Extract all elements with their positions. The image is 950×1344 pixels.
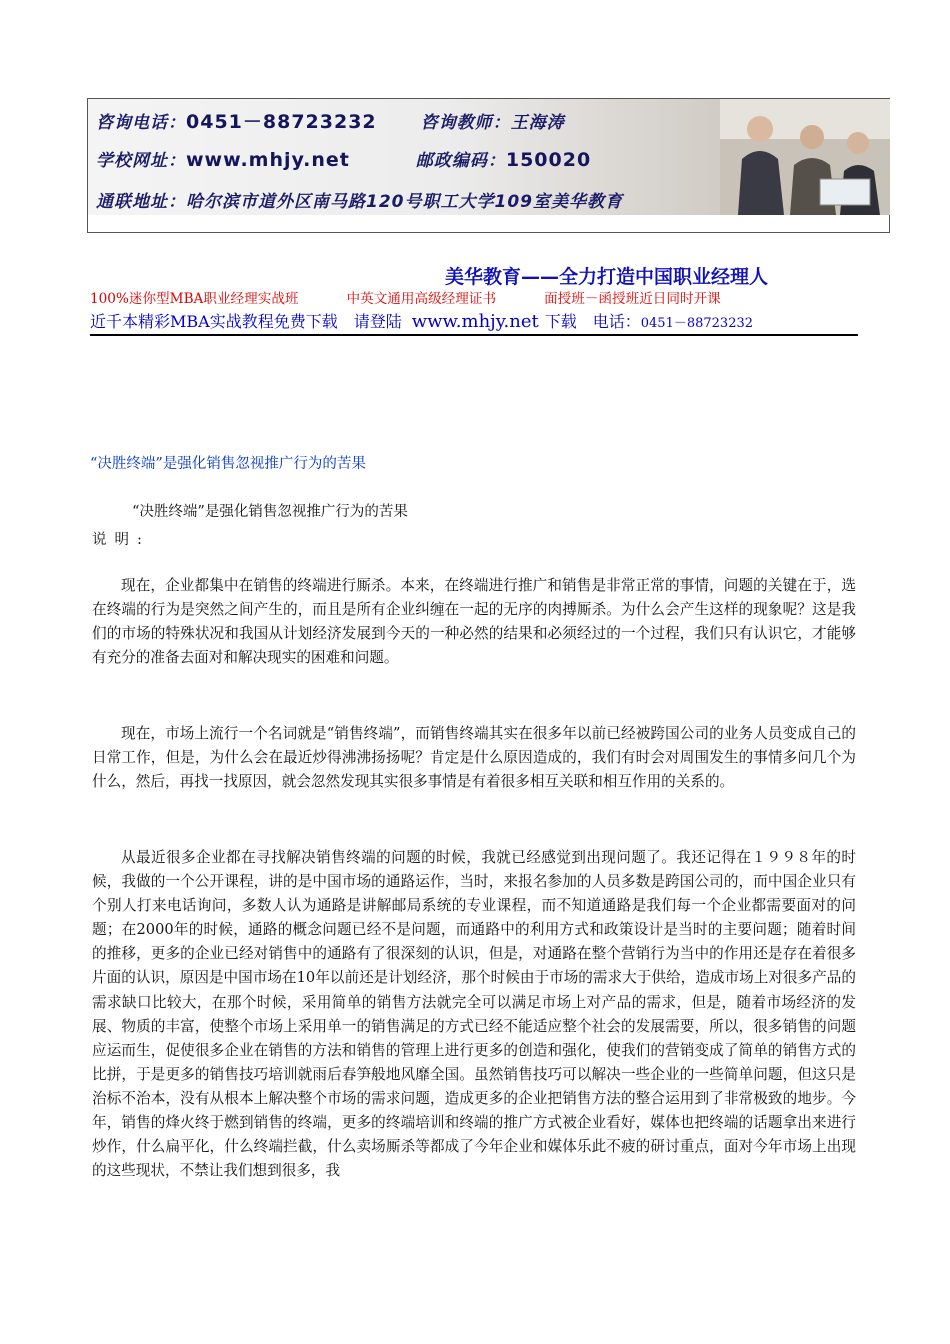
article-title: “决胜终端”是强化销售忽视推广行为的苦果 — [90, 456, 366, 472]
course-item-classes: 面授班－函授班近日同时开课 — [544, 291, 721, 307]
banner-website-row — [96, 146, 591, 171]
postcode-label: 邮政编码： — [415, 151, 506, 171]
site-link[interactable]: www.mhjy.net — [411, 311, 539, 332]
banner-address-row — [96, 187, 623, 212]
course-item-certificate: 中英文通用高级经理证书 — [346, 291, 497, 307]
download-tail-text: 下载 电话： — [544, 312, 641, 331]
teacher-label: 咨询教师： — [420, 113, 511, 133]
article-paragraph-3: 从最近很多企业都在寻找解决销售终端的问题的时候，我就已经感觉到出现问题了。我还记得在１９９８年的时候，我做的一个公开课程，讲的是中国市场的通路运作，当时，来报名参加的人员多数是跨国公司的，而中国企业只有个别人打来电话询问，多数人认为通路是讲解邮局系统的专业课程，而不知道通路是我们每一个企业都需要面对的问题；在2000年的时候，通路的概念问题已经不是问题，而通路中的利用方式和政策设计是当时的主要问题；随着时间的推移，更多的企业已经对销售中的通路有了很深刻的认识，但是，对通路在整个营销行为当中的作用还是存在着很多片面的认识，原因是中国市场在10年以前还是计划经济，那个时候由于市场的需求大于供给，造成市场上对很多产品的需求缺口比较大，在那个时候，采用简单的销售方法就完全可以满足市场上对产品的需求，但是，随着市场经济的发展、物质的丰富，使整个市场上采用单一的销售满足的方式已经不能适应整个社会的发展需要，所以，很多销售的问题应运而生，促使很多企业在销售的方法和销售的管理上进行更多的创造和强化，使我们的营销变成了简单的销售方式的比拼，于是更多的销售技巧培训就雨后春笋般地风靡全国。虽然销售技巧可以解决一些企业的一些简单问题，但这只是治标不治本，没有从根本上解决整个市场的需求问题，造成更多的企业把销售方法的整合运用到了非常极致的地步。今年，销售的烽火终于燃到销售的终端，更多的终端培训和终端的推广方式被企业看好，媒体也把终端的话题拿出来进行炒作，什么扁平化，什么终端拦截，什么卖场厮杀等都成了今年企业和媒体乐此不疲的研讨重点，面对今年市场上出现的这些现状，不禁让我们想到很多，我 — [92, 849, 856, 1180]
banner-image — [88, 99, 890, 215]
address-label: 通联地址： — [96, 192, 186, 212]
article-paragraph-1: 现在，企业都集中在销售的终端进行厮杀。本来，在终端进行推广和销售是非常正常的事情，问题的关键在于，选在终端的行为是突然之间产生的，而且是所有企业纠缠在一起的无序的肉搏厮杀。为什么会产生这样的现象呢？这是我们的市场的特殊状况和我国从计划经济发展到今天的一种必然的结果和必须经过的一个过程，我们只有认识它，才能够有充分的准备去面对和解决现实的困难和问题。 — [92, 577, 856, 667]
business-people-photo — [720, 99, 890, 215]
website-label: 学校网址： — [96, 151, 186, 171]
course-ribbon — [90, 289, 856, 309]
slogan-headline: 美华教育——全力打造中国职业经理人 — [445, 266, 769, 288]
banner-phone-row — [96, 107, 565, 134]
download-ribbon — [90, 310, 858, 336]
article-subtitle: “决胜终端”是强化销售忽视推广行为的苦果 — [132, 504, 408, 520]
ribbon-phone: 0451－88723232 — [640, 316, 754, 331]
contact-banner — [87, 98, 890, 233]
postcode-value: 150020 — [505, 149, 592, 171]
teacher-value: 王海涛 — [510, 113, 565, 133]
note-label: 说明: — [92, 532, 150, 548]
download-lead-text: 近千本精彩MBA实战教程免费下载 请登陆 — [90, 312, 402, 331]
article-paragraph-2: 现在，市场上流行一个名词就是“销售终端”，而销售终端其实在很多年以前已经被跨国公司的业务人员变成自己的日常工作，但是，为什么会在最近炒得沸沸扬扬呢？肯定是什么原因造成的，我们有时会对周围发生的事情多问几个为什么，然后，再找一找原因，就会忽然发现其实很多事情是有着很多相互关联和相互作用的关系的。 — [92, 725, 856, 791]
phone-label: 咨询电话： — [96, 113, 186, 133]
address-value: 哈尔滨市道外区南马路120号职工大学109室美华教育 — [186, 192, 623, 212]
course-item-mba: 100%迷你型MBA职业经理实战班 — [90, 291, 299, 307]
phone-value: 0451－88723232 — [186, 111, 377, 133]
website-value: www.mhjy.net — [186, 149, 350, 171]
